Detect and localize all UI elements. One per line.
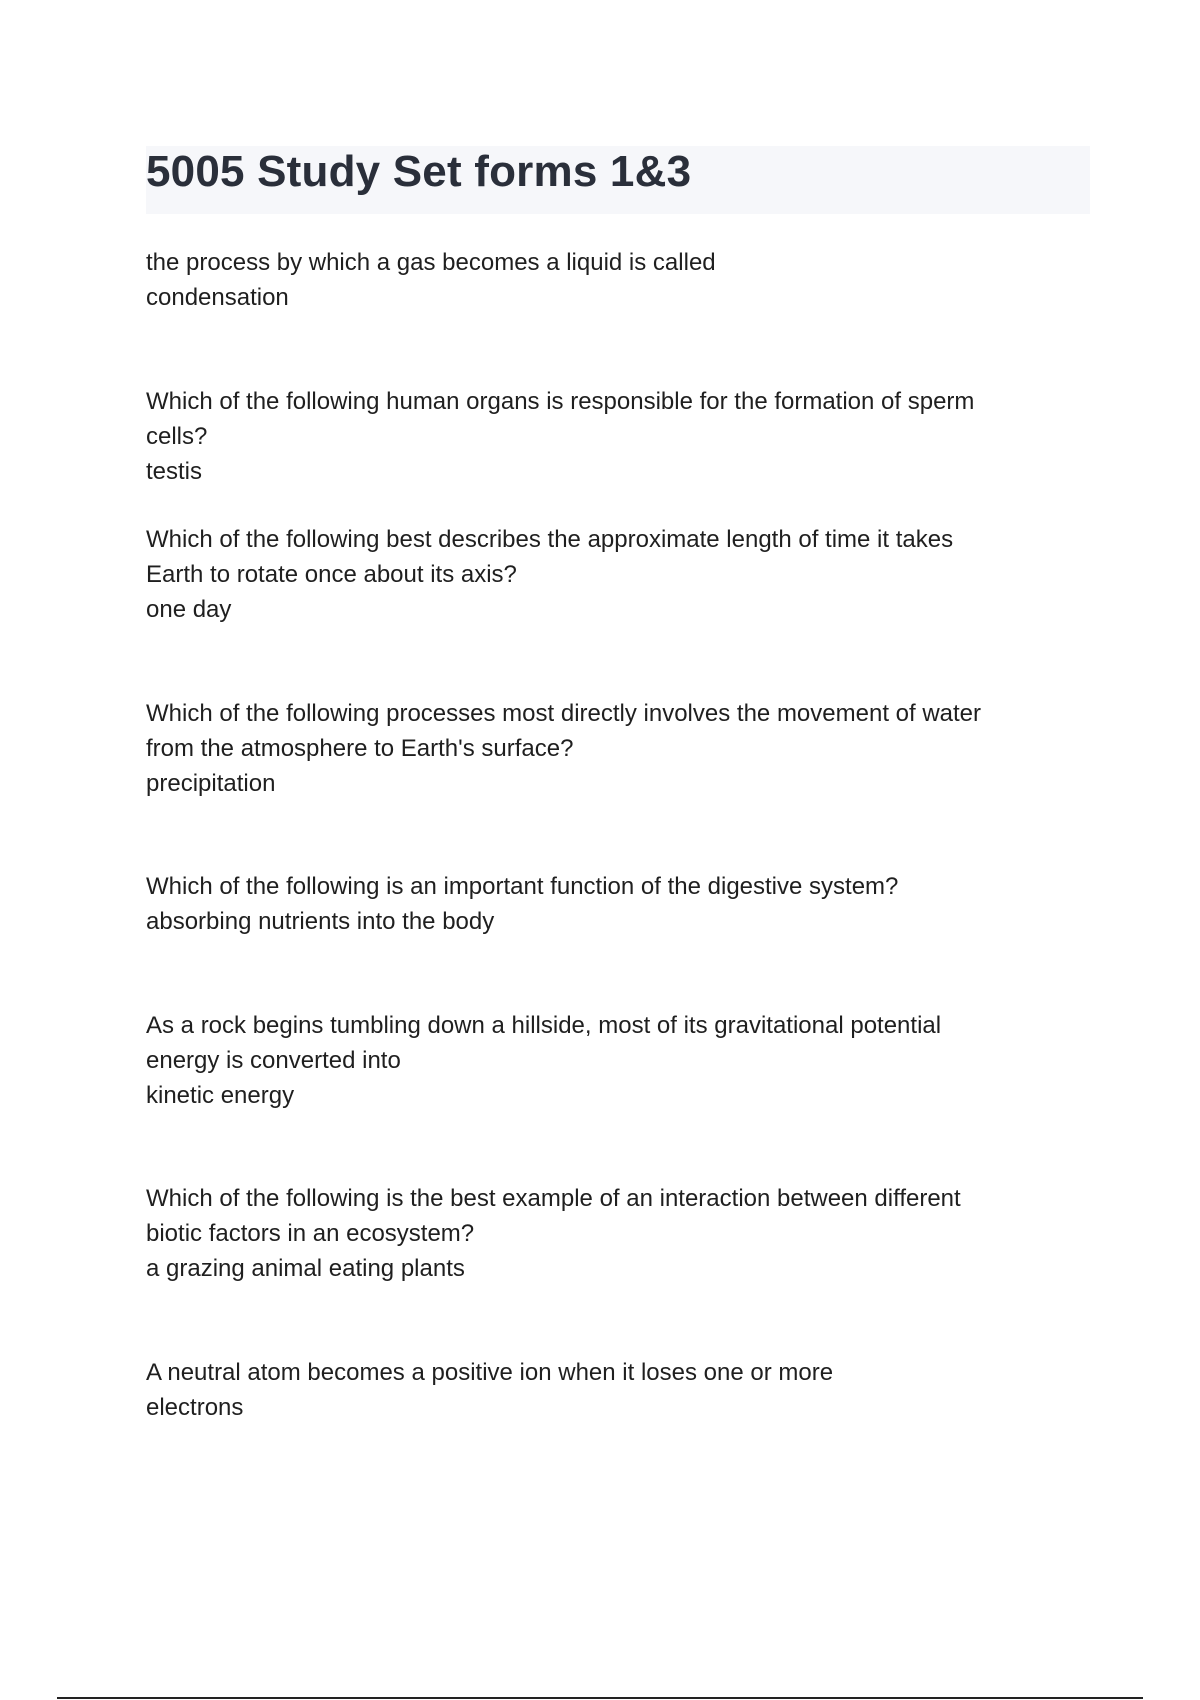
card-answer: electrons [146, 1394, 244, 1421]
card-question: Which of the following best describes the approximate length of time it takes Earth to rotate once about its axis? [146, 526, 954, 588]
card-question: Which of the following is an important function of the digestive system? [146, 873, 899, 900]
flashcard [146, 1181, 1086, 1286]
card-answer: testis [146, 458, 203, 485]
flashcard [146, 384, 1086, 489]
card-question: Which of the following processes most directly involves the movement of water from the atmosphere to Earth's surface? [146, 700, 982, 762]
card-question: A neutral atom becomes a positive ion when it loses one or more [146, 1359, 834, 1386]
card-answer: condensation [146, 284, 289, 311]
footer-divider [57, 1697, 1143, 1699]
flashcard [146, 1008, 1086, 1113]
card-answer: kinetic energy [146, 1082, 295, 1109]
page-title: 5005 Study Set forms 1&3 [146, 147, 692, 196]
card-answer: absorbing nutrients into the body [146, 908, 495, 935]
flashcard [146, 245, 1086, 315]
card-question: As a rock begins tumbling down a hillside, most of its gravitational potential energy is converted into [146, 1012, 942, 1074]
flashcard [146, 696, 1086, 801]
flashcard [146, 522, 1086, 627]
card-question: the process by which a gas becomes a liquid is called [146, 249, 716, 276]
card-answer: precipitation [146, 770, 276, 797]
flashcard [146, 1355, 1086, 1425]
flashcard [146, 869, 1086, 939]
card-question: Which of the following is the best example of an interaction between different biotic factors in an ecosystem? [146, 1185, 961, 1247]
card-question: Which of the following human organs is responsible for the formation of sperm cells? [146, 388, 975, 450]
card-answer: a grazing animal eating plants [146, 1255, 465, 1282]
card-answer: one day [146, 596, 232, 623]
